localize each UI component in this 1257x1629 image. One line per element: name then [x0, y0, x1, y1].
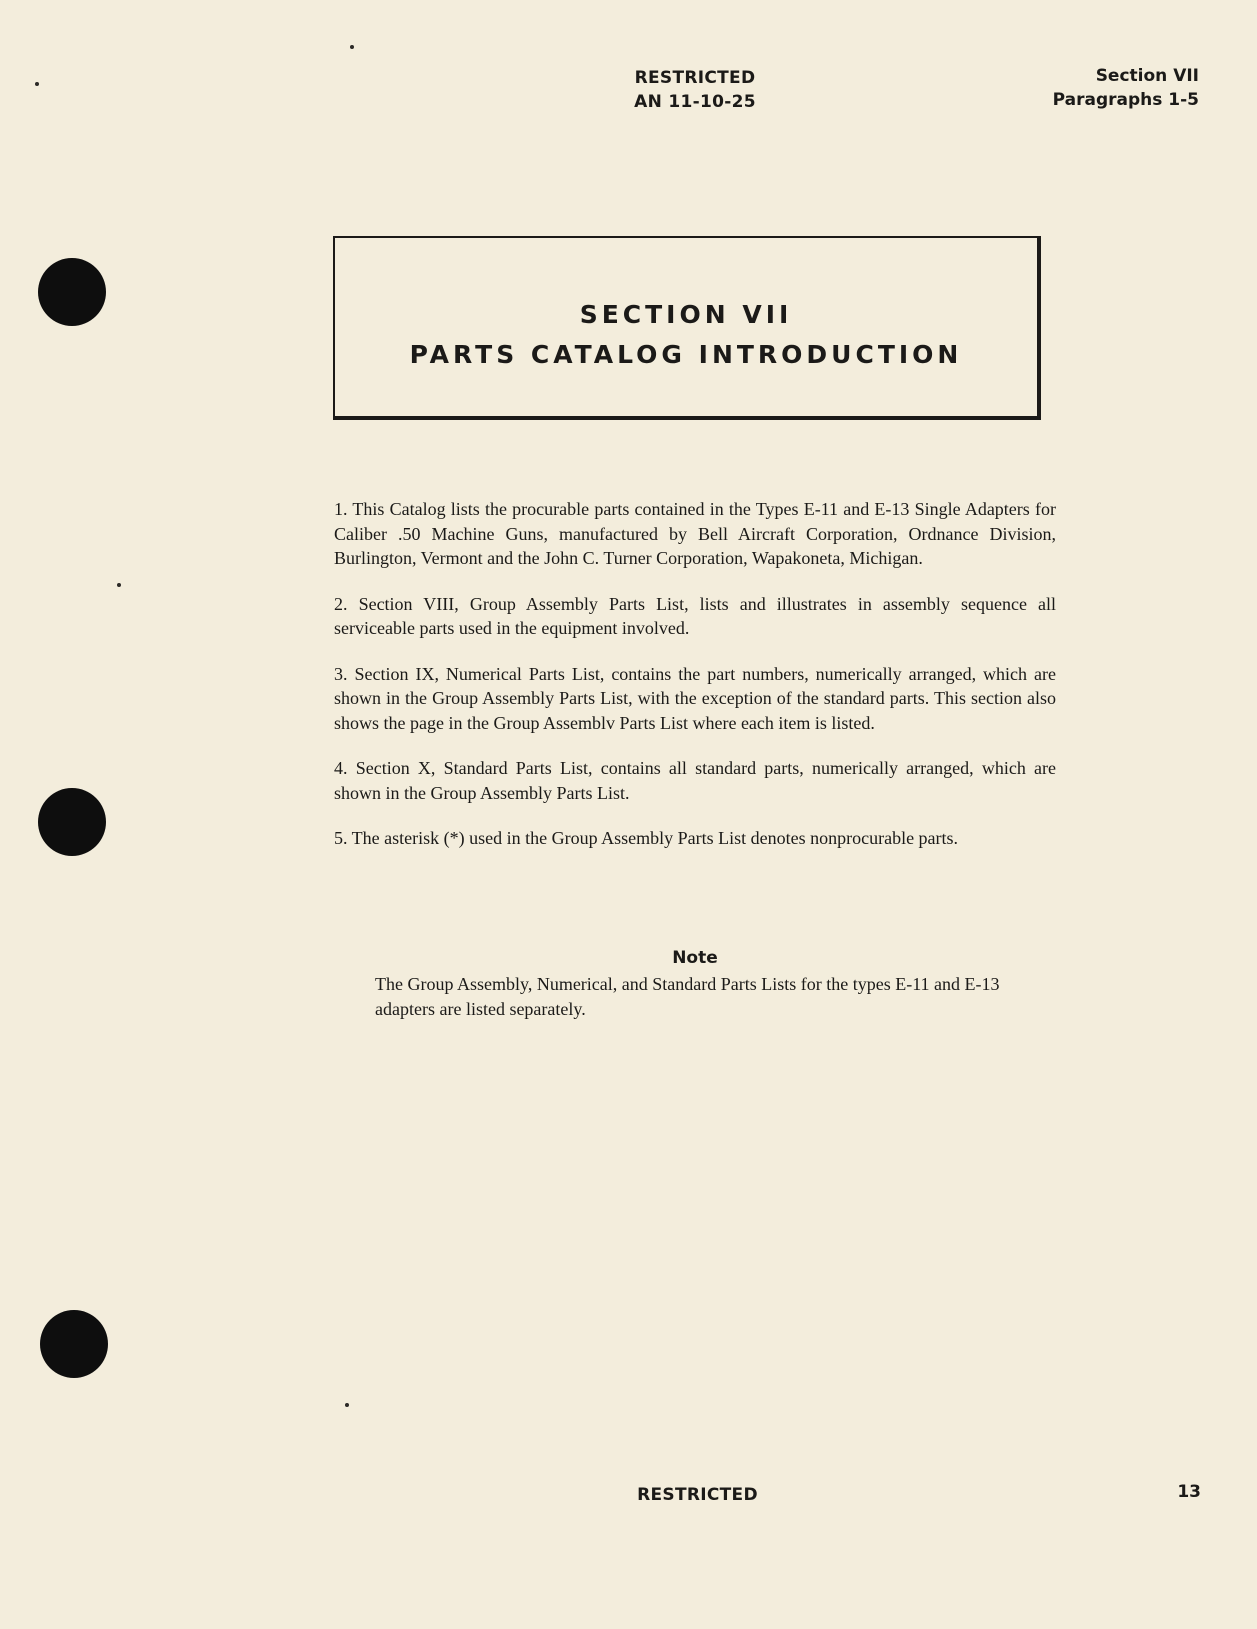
page-number: 13 — [1177, 1482, 1201, 1502]
paragraph-3: 3. Section IX, Numerical Parts List, contains the part numbers, numerically arranged, which are shown in the Group Assembly Parts List, with the exception of the standard parts. This section also shows the page in the Group Assemblv Parts List where each item is listed. — [334, 663, 1056, 733]
paragraph-5: 5. The asterisk (*) used in the Group Assembly Parts List denotes nonprocurable parts. — [334, 828, 959, 848]
note-text: The Group Assembly, Numerical, and Standard Parts Lists for the types E-11 and E-13 adapters are listed separately. — [375, 974, 1000, 1019]
header-doc-number: AN 11-10-25 — [634, 92, 756, 112]
paragraph-1: 1. This Catalog lists the procurable parts contained in the Types E-11 and E-13 Single Adapters for Caliber .50 Machine Guns, manufactured by Bell Aircraft Corporation, Ordnance Division, Burlington, Vermont and the John C. Turner Corporation, Wapakoneta, Michigan. — [334, 499, 1056, 568]
header-right — [1053, 64, 1199, 112]
speck — [35, 82, 39, 86]
section-subtitle: PARTS CATALOG INTRODUCTION — [409, 340, 963, 369]
note-heading: Note — [672, 948, 718, 968]
speck — [117, 583, 121, 587]
paragraph-2: 2. Section VIII, Group Assembly Parts List, lists and illustrates in assembly sequence all serviceable parts used in the equipment involved. — [334, 593, 1056, 638]
speck — [345, 1403, 349, 1407]
punch-hole-top — [38, 258, 106, 326]
header-restricted: RESTRICTED — [634, 68, 756, 88]
section-title-box — [333, 236, 1041, 420]
header-paragraphs: Paragraphs 1-5 — [1052, 90, 1199, 110]
body-text — [334, 497, 1056, 872]
punch-hole-middle — [38, 788, 106, 856]
speck — [350, 45, 354, 49]
header-section: Section VII — [1095, 66, 1199, 86]
section-title: SECTION VII — [579, 300, 793, 329]
footer-restricted: RESTRICTED — [637, 1485, 758, 1505]
punch-hole-bottom — [40, 1310, 108, 1378]
header-center — [560, 66, 830, 114]
paragraph-4: 4. Section X, Standard Parts List, contains all standard parts, numerically arranged, which are shown in the Group Assembly Parts List. — [334, 758, 1056, 803]
